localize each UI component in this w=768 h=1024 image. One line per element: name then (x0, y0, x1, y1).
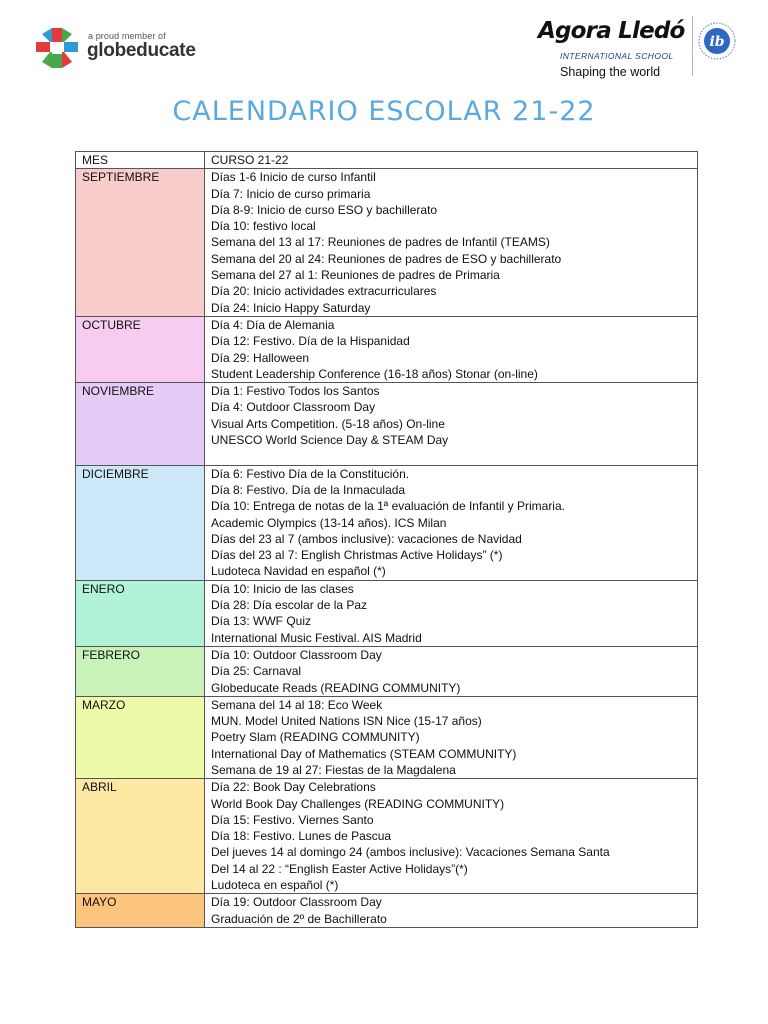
event-line: Día 7: Inicio de curso primaria (211, 186, 371, 201)
event-line: Día 10: Entrega de notas de la 1ª evaluación de Infantil y Primaria. (211, 499, 565, 514)
event-line: Día 8: Festivo. Día de la Inmaculada (211, 482, 406, 497)
event-line: Día 18: Festivo. Lunes de Pascua (211, 829, 392, 844)
event-line: Día 10: Outdoor Classroom Day (211, 647, 382, 662)
event-line: Día 19: Outdoor Classroom Day (211, 895, 382, 910)
event-line: Student Leadership Conference (16-18 años) Stonar (on-line) (211, 366, 538, 381)
table-row (76, 580, 698, 646)
month-cell: SEPTIEMBRE (76, 169, 205, 317)
event-line: Día 22: Book Day Celebrations (211, 780, 376, 795)
event-line: Día 6: Festivo Día de la Constitución. (211, 466, 410, 481)
calendar-table (75, 151, 698, 928)
events-cell (205, 383, 698, 465)
event-line: Del jueves 14 al domingo 24 (ambos inclusive): Vacaciones Semana Santa (211, 845, 610, 860)
school-tagline: Shaping the world (560, 65, 661, 79)
event-line: Del 14 al 22 : “English Easter Active Holidays”(*) (211, 861, 468, 876)
month-cell: FEBRERO (76, 646, 205, 696)
event-line: Día 12: Festivo. Día de la Hispanidad (211, 334, 410, 349)
month-cell: NOVIEMBRE (76, 383, 205, 465)
events-cell (205, 894, 698, 928)
school-name: Agora Lledó (538, 18, 685, 44)
event-line: Academic Olympics (13-14 años). ICS Milan (211, 515, 447, 530)
event-line: Día 1: Festivo Todos los Santos (211, 384, 380, 399)
page-header (0, 0, 768, 95)
events-cell (205, 646, 698, 696)
event-line: Día 13: WWF Quiz (211, 614, 312, 629)
event-line: Semana del 13 al 17: Reuniones de padres de Infantil (TEAMS) (211, 235, 550, 250)
event-line: Días del 23 al 7 (ambos inclusive): vacaciones de Navidad (211, 531, 522, 546)
table-row (76, 779, 698, 894)
ib-logo-icon (697, 21, 737, 61)
month-cell: MAYO (76, 894, 205, 928)
event-line: Graduación de 2º de Bachillerato (211, 911, 387, 926)
event-line: Día 24: Inicio Happy Saturday (211, 300, 371, 315)
school-logo (538, 18, 688, 79)
event-line: Día 8-9: Inicio de curso ESO y bachillerato (211, 202, 438, 217)
event-line: Día 28: Día escolar de la Paz (211, 598, 368, 613)
events-cell (205, 779, 698, 894)
month-cell: MARZO (76, 696, 205, 778)
event-line: Semana del 27 al 1: Reuniones de padres de Primaria (211, 268, 500, 283)
event-line: Ludoteca Navidad en español (*) (211, 564, 386, 579)
table-row (76, 465, 698, 580)
event-line: International Music Festival. AIS Madrid (211, 630, 422, 645)
page-title: CALENDARIO ESCOLAR 21-22 (172, 96, 596, 127)
event-line: Globeducate Reads (READING COMMUNITY) (211, 680, 461, 695)
event-line: Día 25: Carnaval (211, 664, 302, 679)
header-course-cell: CURSO 21-22 (205, 152, 698, 169)
table-row (76, 316, 698, 382)
event-line: World Book Day Challenges (READING COMMUNITY) (211, 796, 505, 811)
ib-logo-text: ib (709, 34, 725, 50)
table-row (76, 169, 698, 317)
globeducate-logo-icon (36, 28, 78, 68)
event-line: Poetry Slam (READING COMMUNITY) (211, 730, 420, 745)
month-cell: OCTUBRE (76, 316, 205, 382)
event-line: Días del 23 al 7: English Christmas Active Holidays” (*) (211, 548, 503, 563)
table-header-row (76, 152, 698, 169)
event-line: Semana del 14 al 18: Eco Week (211, 697, 383, 712)
table-row (76, 646, 698, 696)
event-line: Día 4: Día de Alemania (211, 317, 335, 332)
events-cell (205, 316, 698, 382)
event-line: MUN. Model United Nations ISN Nice (15-17 años) (211, 714, 482, 729)
events-cell (205, 169, 698, 317)
event-line: International Day of Mathematics (STEAM COMMUNITY) (211, 746, 517, 761)
globeducate-tagline: a proud member of (88, 31, 166, 41)
event-line: Ludoteca en español (*) (211, 878, 339, 893)
logo-divider (692, 16, 693, 76)
table-row (76, 894, 698, 928)
events-cell (205, 580, 698, 646)
event-line: Día 15: Festivo. Viernes Santo (211, 812, 374, 827)
month-cell: DICIEMBRE (76, 465, 205, 580)
event-line: Día 10: festivo local (211, 219, 316, 234)
header-month-cell: MES (76, 152, 205, 169)
month-cell: ABRIL (76, 779, 205, 894)
event-line: Semana de 19 al 27: Fiestas de la Magdalena (211, 762, 456, 777)
table-row (76, 696, 698, 778)
events-cell (205, 465, 698, 580)
event-line: Semana del 20 al 24: Reuniones de padres de ESO y bachillerato (211, 251, 562, 266)
event-line: Visual Arts Competition. (5-18 años) On-line (211, 416, 445, 431)
event-line: Día 29: Halloween (211, 350, 310, 365)
event-line: Día 4: Outdoor Classroom Day (211, 400, 376, 415)
event-line: UNESCO World Science Day & STEAM Day (211, 433, 449, 448)
table-row (76, 383, 698, 465)
event-line: Día 10: Inicio de las clases (211, 581, 354, 596)
events-cell (205, 696, 698, 778)
month-cell: ENERO (76, 580, 205, 646)
event-line: Días 1-6 Inicio de curso Infantil (211, 170, 376, 185)
event-line: Día 20: Inicio actividades extracurriculares (211, 284, 437, 299)
globeducate-name: globeducate (87, 40, 196, 61)
school-subtitle: INTERNATIONAL SCHOOL (560, 51, 674, 61)
event-line (211, 448, 691, 464)
